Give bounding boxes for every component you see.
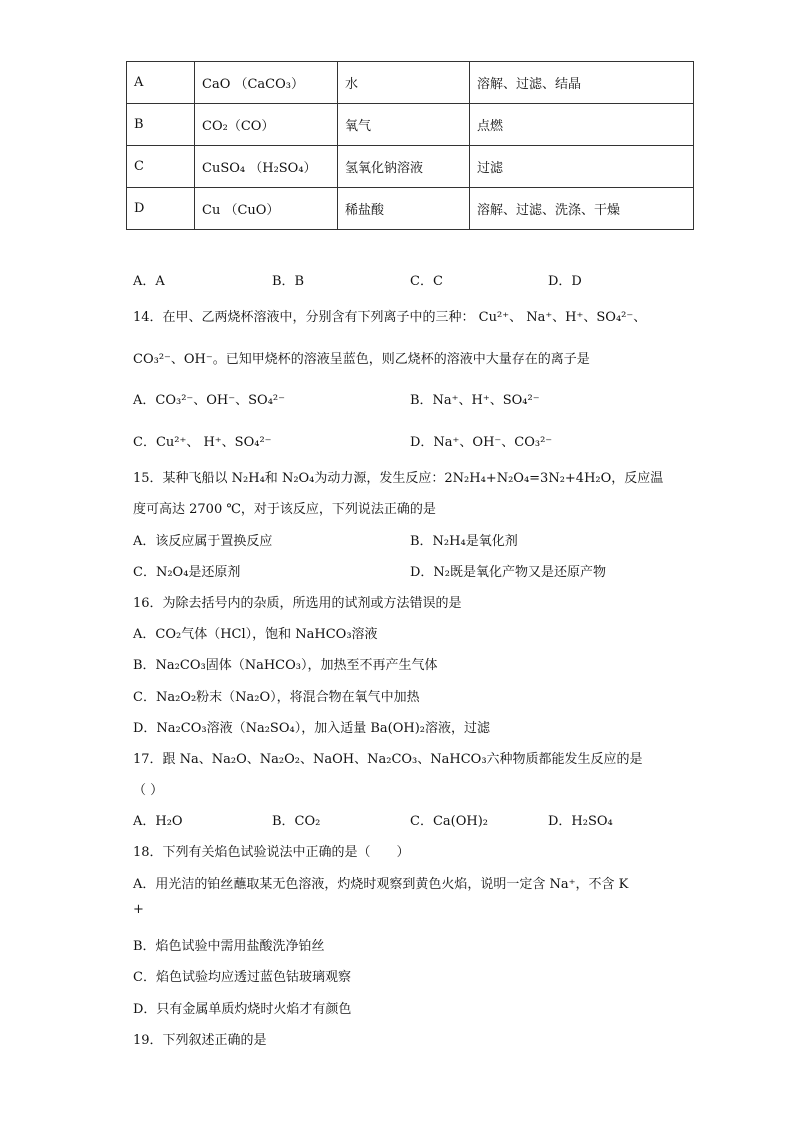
q17-choice-b: B．CO₂ bbox=[272, 814, 321, 829]
q15-choice-d: D．N₂既是氧化产物又是还原产物 bbox=[410, 565, 607, 580]
reagent-cell: 氢氧化钠溶液 bbox=[338, 146, 470, 188]
substance-cell: CaO （CaCO₃） bbox=[195, 62, 338, 104]
q15-choice-c: C．N₂O₄是还原剂 bbox=[133, 565, 241, 580]
options-table bbox=[126, 61, 694, 230]
q16-choice-d: D．Na₂CO₃溶液（Na₂SO₄），加入适量 Ba(OH)₂溶液，过滤 bbox=[133, 721, 490, 736]
substance-cell: CuSO₄ （H₂SO₄） bbox=[195, 146, 338, 188]
q16-stem: 16．为除去括号内的杂质，所选用的试剂或方法错误的是 bbox=[133, 596, 462, 611]
q14-choice-c: C．Cu²⁺、 H⁺、SO₄²⁻ bbox=[133, 435, 272, 450]
table-row bbox=[127, 62, 694, 104]
q15-choice-b: B．N₂H₄是氧化剂 bbox=[410, 534, 518, 549]
q14-choice-d: D．Na⁺、OH⁻、CO₃²⁻ bbox=[410, 435, 553, 450]
table-row bbox=[127, 188, 694, 230]
q13-choice-c: C．C bbox=[410, 274, 443, 289]
q14-stem-line1: 14．在甲、乙两烧杯溶液中，分别含有下列离子中的三种： Cu²⁺、 Na⁺、H⁺、SO₄²⁻、 bbox=[133, 310, 647, 325]
row-label: A bbox=[127, 62, 195, 104]
q18-choice-c: C．焰色试验均应透过蓝色钴玻璃观察 bbox=[133, 970, 351, 985]
q16-choice-b: B．Na₂CO₃固体（NaHCO₃），加热至不再产生气体 bbox=[133, 658, 438, 673]
row-label: B bbox=[127, 104, 195, 146]
q15-choice-a: A．该反应属于置换反应 bbox=[133, 534, 273, 549]
q16-choice-c: C．Na₂O₂粉末（Na₂O），将混合物在氧气中加热 bbox=[133, 690, 420, 705]
q13-choice-d: D．D bbox=[548, 274, 582, 289]
q17-choice-c: C．Ca(OH)₂ bbox=[410, 814, 488, 829]
q17-choice-a: A．H₂O bbox=[133, 814, 183, 829]
reagent-cell: 水 bbox=[338, 62, 470, 104]
row-label: C bbox=[127, 146, 195, 188]
q19-stem: 19．下列叙述正确的是 bbox=[133, 1033, 267, 1048]
reagent-cell: 稀盐酸 bbox=[338, 188, 470, 230]
method-cell: 溶解、过滤、洗涤、干燥 bbox=[470, 188, 694, 230]
reagent-cell: 氧气 bbox=[338, 104, 470, 146]
table-row bbox=[127, 146, 694, 188]
q17-stem-line1: 17．跟 Na、Na₂O、Na₂O₂、NaOH、Na₂CO₃、NaHCO₃六种物质都能发生反应的是 bbox=[133, 752, 643, 767]
q18-choice-a-line1: A．用光洁的铂丝蘸取某无色溶液，灼烧时观察到黄色火焰，说明一定含 Na⁺，不含 K bbox=[133, 877, 629, 892]
q14-choice-b: B．Na⁺、H⁺、SO₄²⁻ bbox=[410, 393, 540, 408]
method-cell: 过滤 bbox=[470, 146, 694, 188]
method-cell: 溶解、过滤、结晶 bbox=[470, 62, 694, 104]
q18-choice-a-line2: + bbox=[133, 902, 144, 917]
q18-choice-b: B．焰色试验中需用盐酸洗净铂丝 bbox=[133, 939, 325, 954]
q14-stem-line2: CO₃²⁻、OH⁻。已知甲烧杯的溶液呈蓝色，则乙烧杯的溶液中大量存在的离子是 bbox=[133, 352, 590, 367]
q18-choice-d: D．只有金属单质灼烧时火焰才有颜色 bbox=[133, 1002, 352, 1017]
row-label: D bbox=[127, 188, 195, 230]
q17-choice-d: D．H₂SO₄ bbox=[548, 814, 613, 829]
substance-cell: CO₂（CO） bbox=[195, 104, 338, 146]
q13-choice-a: A．A bbox=[133, 274, 165, 289]
q16-choice-a: A．CO₂气体（HCl），饱和 NaHCO₃溶液 bbox=[133, 627, 378, 642]
table-row bbox=[127, 104, 694, 146]
q18-stem: 18．下列有关焰色试验说法中正确的是（ ） bbox=[133, 845, 410, 860]
q15-stem-line1: 15．某种飞船以 N₂H₄和 N₂O₄为动力源，发生反应：2N₂H₄+N₂O₄=3N₂+4H₂O，反应温 bbox=[133, 471, 664, 486]
q17-stem-line2: （ ） bbox=[133, 783, 164, 798]
substance-cell: Cu （CuO） bbox=[195, 188, 338, 230]
method-cell: 点燃 bbox=[470, 104, 694, 146]
q15-stem-line2: 度可高达 2700 ℃，对于该反应，下列说法正确的是 bbox=[133, 502, 436, 517]
q13-choice-b: B．B bbox=[272, 274, 305, 289]
q14-choice-a: A．CO₃²⁻、OH⁻、SO₄²⁻ bbox=[133, 393, 285, 408]
